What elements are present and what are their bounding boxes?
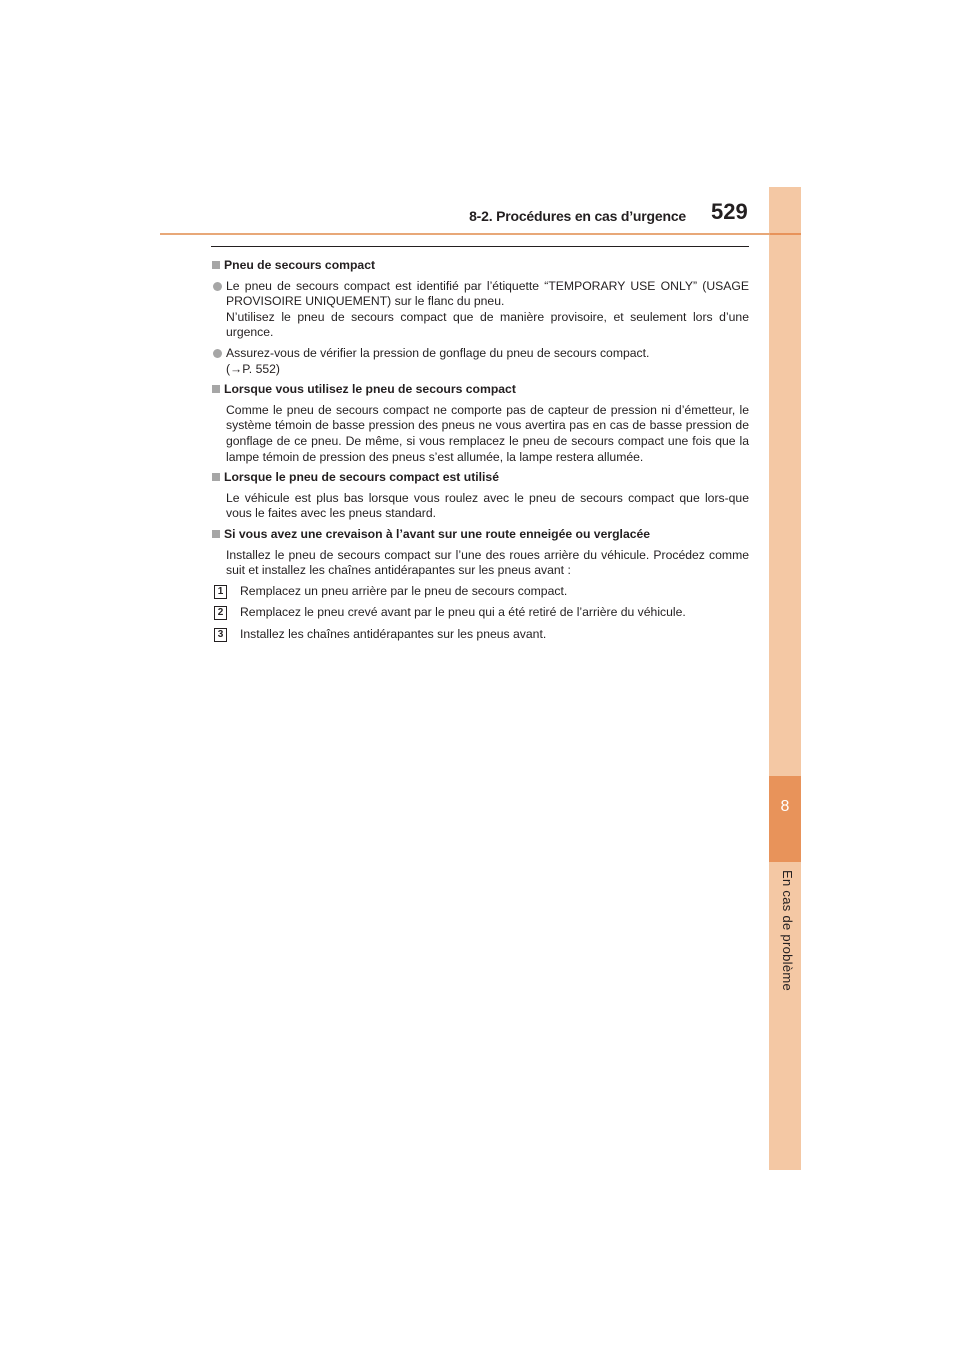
header-section-title: 8-2. Procédures en cas d’urgence bbox=[469, 208, 686, 224]
bullet-item bbox=[211, 346, 749, 377]
page-reference-link[interactable]: (→P. 552) bbox=[226, 361, 280, 376]
chapter-tab bbox=[769, 776, 801, 862]
bullet-item bbox=[211, 279, 749, 341]
section-paragraph: Installez le pneu de secours compact sur l’une des roues arrière du véhicule. Procédez comme suit et installez les chaînes antidérapantes sur les pneus avant : bbox=[226, 547, 749, 578]
side-tab-accent bbox=[769, 233, 801, 235]
section-front-flat-snow bbox=[211, 527, 749, 643]
square-bullet-icon bbox=[212, 530, 220, 538]
bullet-line: Assurez-vous de vérifier la pression de gonflage du pneu de secours compact. bbox=[226, 345, 650, 360]
section-heading bbox=[211, 527, 749, 543]
step-number-box: 1 bbox=[214, 585, 227, 599]
square-bullet-icon bbox=[212, 473, 220, 481]
step-number-box: 2 bbox=[214, 606, 227, 620]
step-item bbox=[211, 584, 749, 600]
step-item bbox=[211, 605, 749, 621]
chapter-label: En cas de problème bbox=[780, 870, 795, 992]
section-heading-text: Lorsque vous utilisez le pneu de secours compact bbox=[224, 382, 516, 397]
section-heading-text: Lorsque le pneu de secours compact est utilisé bbox=[224, 470, 499, 485]
content bbox=[211, 258, 749, 648]
section-heading-text: Si vous avez une crevaison à l’avant sur une route enneigée ou verglacée bbox=[224, 526, 651, 541]
section-heading bbox=[211, 382, 749, 398]
section-using-spare bbox=[211, 382, 749, 465]
content-rule bbox=[211, 246, 749, 247]
bullet-text bbox=[226, 279, 749, 341]
chapter-number: 8 bbox=[780, 798, 790, 815]
bullet-line: N’utilisez le pneu de secours compact que de manière provisoire, et seulement lors d’une urgence. bbox=[226, 309, 749, 340]
bullet-text bbox=[226, 346, 749, 377]
page-number: 529 bbox=[711, 199, 748, 224]
step-text: Remplacez un pneu arrière par le pneu de secours compact. bbox=[240, 583, 568, 598]
section-heading-text: Pneu de secours compact bbox=[224, 258, 376, 272]
step-number-box: 3 bbox=[214, 628, 227, 642]
round-bullet-icon bbox=[213, 349, 222, 358]
step-text: Installez les chaînes antidérapantes sur les pneus avant. bbox=[240, 626, 547, 641]
section-compact-spare bbox=[211, 258, 749, 377]
section-heading bbox=[211, 470, 749, 486]
step-text: Remplacez le pneu crevé avant par le pneu qui a été retiré de l’arrière du véhicule. bbox=[240, 605, 686, 620]
bullet-line: Le pneu de secours compact est identifié par l’étiquette “TEMPORARY USE ONLY” (USAGE PROVISOIRE UNIQUEMENT) sur le flanc du pneu. bbox=[226, 278, 749, 309]
square-bullet-icon bbox=[212, 385, 220, 393]
header-rule bbox=[160, 233, 770, 235]
square-bullet-icon bbox=[212, 261, 220, 269]
section-spare-in-use bbox=[211, 470, 749, 522]
section-paragraph: Le véhicule est plus bas lorsque vous roulez avec le pneu de secours compact que lors-que vous le faites avec les pneus standard. bbox=[226, 490, 749, 521]
step-item bbox=[211, 627, 749, 643]
section-paragraph: Comme le pneu de secours compact ne comporte pas de capteur de pression ni d’émetteur, le système témoin de basse pression des pneus ne vous avertira pas en cas de basse pression de gonflage de ce pneu. De même, si vous remplacez le pneu de secours compact une fois que la lampe témoin de pression des pneus s’est allumée, la lampe restera allumée. bbox=[226, 402, 749, 464]
round-bullet-icon bbox=[213, 282, 222, 291]
section-heading bbox=[211, 258, 749, 274]
